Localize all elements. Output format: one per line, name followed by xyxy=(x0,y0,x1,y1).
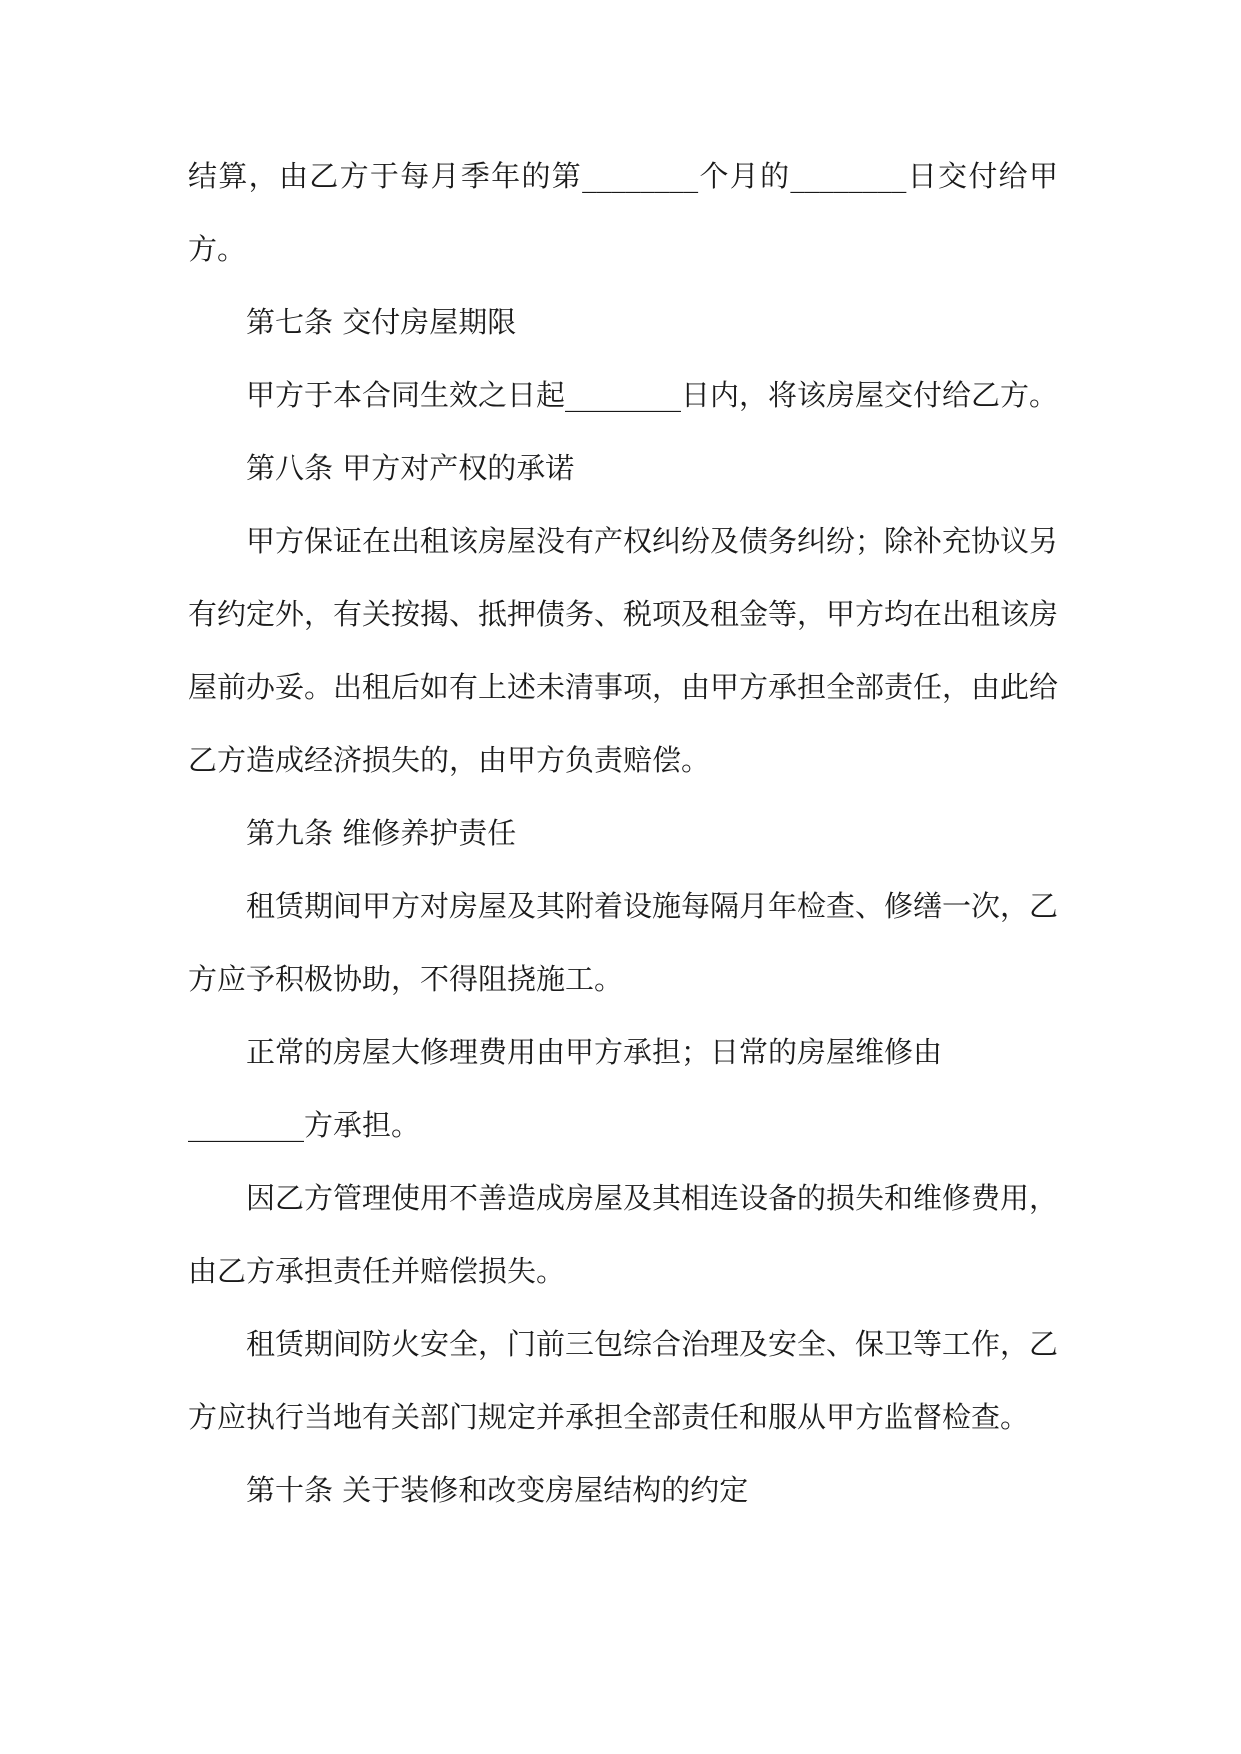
text-line: 由乙方承担责任并赔偿损失。 xyxy=(188,1254,566,1288)
text-line: 结算，由乙方于每月季年的第________个月的________日交付给甲 xyxy=(188,159,1058,193)
text-line: 有约定外，有关按揭、抵押债务、税项及租金等，甲方均在出租该房 xyxy=(188,597,1059,631)
text-line: 正常的房屋大修理费用由甲方承担；日常的房屋维修由 xyxy=(246,1035,943,1069)
article-heading: 第九条 维修养护责任 xyxy=(246,816,517,850)
article-heading: 第十条 关于装修和改变房屋结构的约定 xyxy=(246,1473,749,1507)
text-line: 甲方于本合同生效之日起________日内，将该房屋交付给乙方。 xyxy=(246,378,1059,412)
text-line: 方应予积极协助，不得阻挠施工。 xyxy=(188,962,624,996)
article-heading: 第八条 甲方对产权的承诺 xyxy=(246,451,575,485)
text-line: 租赁期间防火安全，门前三包综合治理及安全、保卫等工作，乙 xyxy=(246,1327,1059,1361)
document-body xyxy=(188,140,1058,1527)
text-line: 方。 xyxy=(188,232,247,266)
text-line: 乙方造成经济损失的，由甲方负责赔偿。 xyxy=(188,743,711,777)
text-line: 因乙方管理使用不善造成房屋及其相连设备的损失和维修费用， xyxy=(246,1181,1059,1215)
text-line: 屋前办妥。出租后如有上述未清事项，由甲方承担全部责任，由此给 xyxy=(188,670,1059,704)
text-line: 甲方保证在出租该房屋没有产权纠纷及债务纠纷；除补充协议另 xyxy=(246,524,1059,558)
article-heading: 第七条 交付房屋期限 xyxy=(246,305,517,339)
text-line: ________方承担。 xyxy=(188,1108,421,1142)
text-line: 租赁期间甲方对房屋及其附着设施每隔月年检查、修缮一次，乙 xyxy=(246,889,1059,923)
text-line: 方应执行当地有关部门规定并承担全部责任和服从甲方监督检查。 xyxy=(188,1400,1030,1434)
